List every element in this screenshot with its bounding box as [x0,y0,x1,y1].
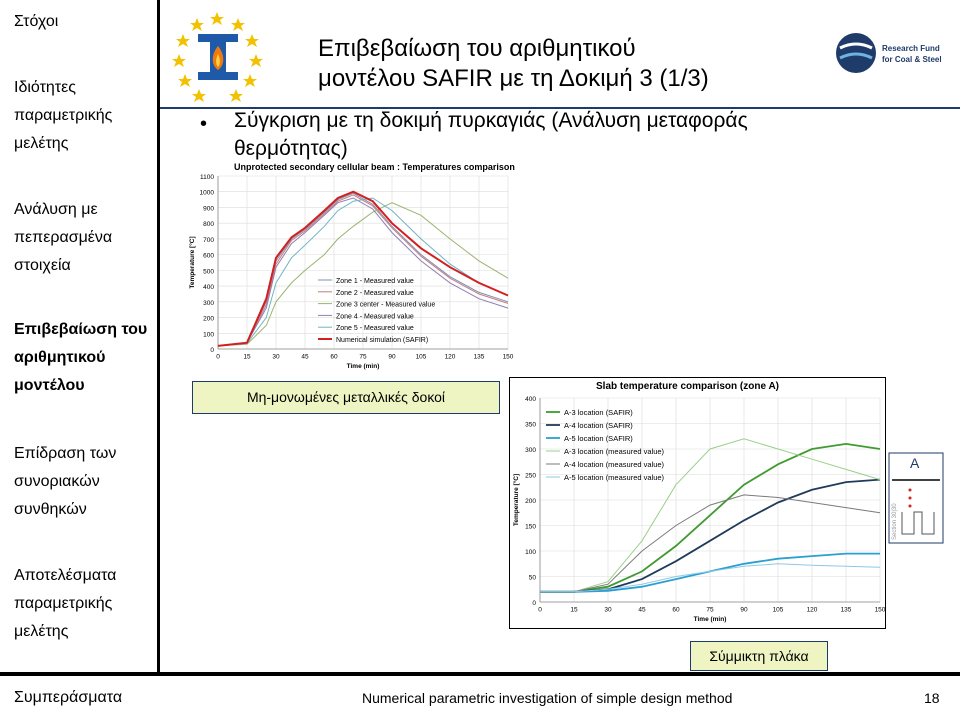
eu-fire-logo-icon [170,10,265,105]
sidebar-item-label: Επιβεβαίωση του [14,321,148,338]
sidebar-item-label: παραμετρικής [14,107,113,124]
x-tick-label: 75 [706,606,714,614]
y-tick-label: 700 [203,236,214,244]
footer-title: Numerical parametric investigation of simple design method [362,690,733,706]
legend-label-6: Numerical simulation (SAFIR) [336,337,429,344]
sidebar-item-label: μοντέλου [14,377,85,394]
slab-temperature-chart [510,392,886,626]
y-tick-label: 250 [525,472,536,480]
x-tick-label: 75 [359,353,367,361]
x-tick-label: 120 [806,606,818,614]
sidebar-item-fe-analysis[interactable] [14,196,112,280]
legend-label-3: A-5 location (SAFIR) [564,434,633,443]
sidebar-item-label: Ανάλυση με [14,201,98,218]
y-axis-label: Temperature [°C] [189,236,196,289]
y-tick-label: 100 [525,549,536,556]
slide-bullet-text [234,107,748,163]
y-tick-label: 300 [525,447,536,454]
sidebar-item-model-validation[interactable] [14,316,147,400]
legend-label-6: A-5 location (measured value) [564,473,665,482]
sidebar-item-label: Αποτελέσματα [14,567,117,584]
x-axis-label: Time (min) [693,616,727,623]
y-tick-label: 600 [203,252,214,260]
sidebar-item-label: Επίδραση των [14,445,117,462]
legend-label-5: A-4 location (measured value) [564,460,665,469]
x-tick-label: 135 [840,606,852,614]
legend-label-1: Zone 1 - Measured value [336,278,414,285]
x-tick-label: 60 [672,606,680,614]
x-tick-label: 15 [570,606,578,614]
bullet-icon: • [200,113,208,135]
sidebar-item-study-properties[interactable] [14,74,112,158]
beam-temperature-chart [186,168,516,378]
x-tick-label: 45 [638,606,646,614]
x-tick-label: 30 [604,606,612,614]
sidebar-item-results[interactable] [14,562,116,646]
sidebar-item-label: πεπερασμένα [14,229,113,246]
y-tick-label: 400 [525,396,536,403]
chart2-title: Slab temperature comparison (zone A) [596,381,779,392]
x-tick-label: 150 [502,353,514,361]
sidebar-item-label: Ιδιότητες [14,79,76,96]
y-tick-label: 400 [203,284,214,292]
sidebar-item-label: παραμετρικής [14,595,113,612]
slide-title [318,34,709,94]
y-tick-label: 300 [203,299,214,307]
sidebar-item-label: συνοριακών [14,473,100,490]
y-tick-label: 900 [203,205,214,213]
y-tick-label: 200 [203,315,214,323]
sidebar-item-label: αριθμητικού [14,349,106,366]
legend-label-4: A-3 location (measured value) [564,447,665,456]
bullet-line2: θερμότητας) [234,137,348,160]
y-tick-label: 800 [203,221,214,229]
y-tick-label: 0 [210,347,214,354]
legend-label-5: Zone 5 - Measured value [336,325,414,333]
sidebar-item-objectives[interactable] [14,8,58,36]
caption-composite-slab: Σύμμικτη πλάκα [690,641,828,671]
sidebar-nav [0,0,160,716]
x-tick-label: 0 [538,606,542,614]
legend-label-3: Zone 3 center - Measured value [336,301,436,309]
slide-title-line2: μοντέλου SAFIR με τη Δοκιμή 3 (1/3) [318,65,709,92]
chart1-title: Unprotected secondary cellular beam : Temperatures comparison [234,162,515,172]
x-tick-label: 105 [415,353,427,361]
sidebar-item-label: μελέτης [14,135,69,152]
inset-section-label: Section 30|30 [892,503,898,540]
section-inset-diagram [888,452,944,544]
sidebar-item-label: στοιχεία [14,257,71,274]
x-tick-label: 105 [772,606,784,614]
sidebar-item-conclusions[interactable]: Συμπεράσματα [14,689,123,706]
sidebar-item-label: Στόχοι [14,13,59,30]
slide-title-line1: Επιβεβαίωση του αριθμητικού [318,35,636,62]
legend-label-2: Zone 2 - Measured value [336,289,414,297]
legend-label-2: A-4 location (SAFIR) [564,421,633,430]
x-tick-label: 15 [243,353,251,361]
page-number: 18 [924,690,940,706]
x-tick-label: 90 [388,353,396,361]
x-tick-label: 120 [444,353,456,361]
footer-divider [0,672,960,676]
legend-label-1: A-3 location (SAFIR) [564,408,633,417]
y-tick-label: 350 [525,421,536,429]
x-tick-label: 150 [874,606,886,614]
caption-unprotected-beams: Μη-μονωμένες μεταλλικές δοκοί [192,381,500,414]
logo-text-line2: for Coal & Steel [882,55,942,64]
x-tick-label: 135 [473,353,485,361]
bullet-line1: Σύγκριση με τη δοκιμή πυρκαγιάς (Ανάλυση μεταφοράς [234,109,748,132]
x-tick-label: 30 [272,353,280,361]
sidebar-item-boundary-conditions[interactable] [14,440,116,524]
legend-label-4: Zone 4 - Measured value [336,313,414,321]
x-tick-label: 0 [216,353,220,361]
y-tick-label: 0 [532,600,536,607]
y-tick-label: 150 [525,523,536,531]
sidebar-item-label: συνθηκών [14,501,87,518]
y-tick-label: 100 [203,331,214,339]
y-tick-label: 200 [525,498,536,505]
y-tick-label: 1100 [200,174,214,181]
y-tick-label: 1000 [199,189,214,197]
x-tick-label: 60 [330,353,338,361]
y-tick-label: 50 [528,574,536,582]
y-axis-label: Temperature [°C] [513,473,520,527]
research-fund-logo-icon [834,18,954,88]
inset-label-a: A [910,455,920,471]
x-tick-label: 45 [301,353,309,361]
sidebar-item-label: μελέτης [14,623,69,640]
logo-text-line1: Research Fund [882,44,940,53]
y-tick-label: 500 [203,268,214,276]
x-tick-label: 90 [740,606,748,614]
x-axis-label: Time (min) [346,363,380,370]
